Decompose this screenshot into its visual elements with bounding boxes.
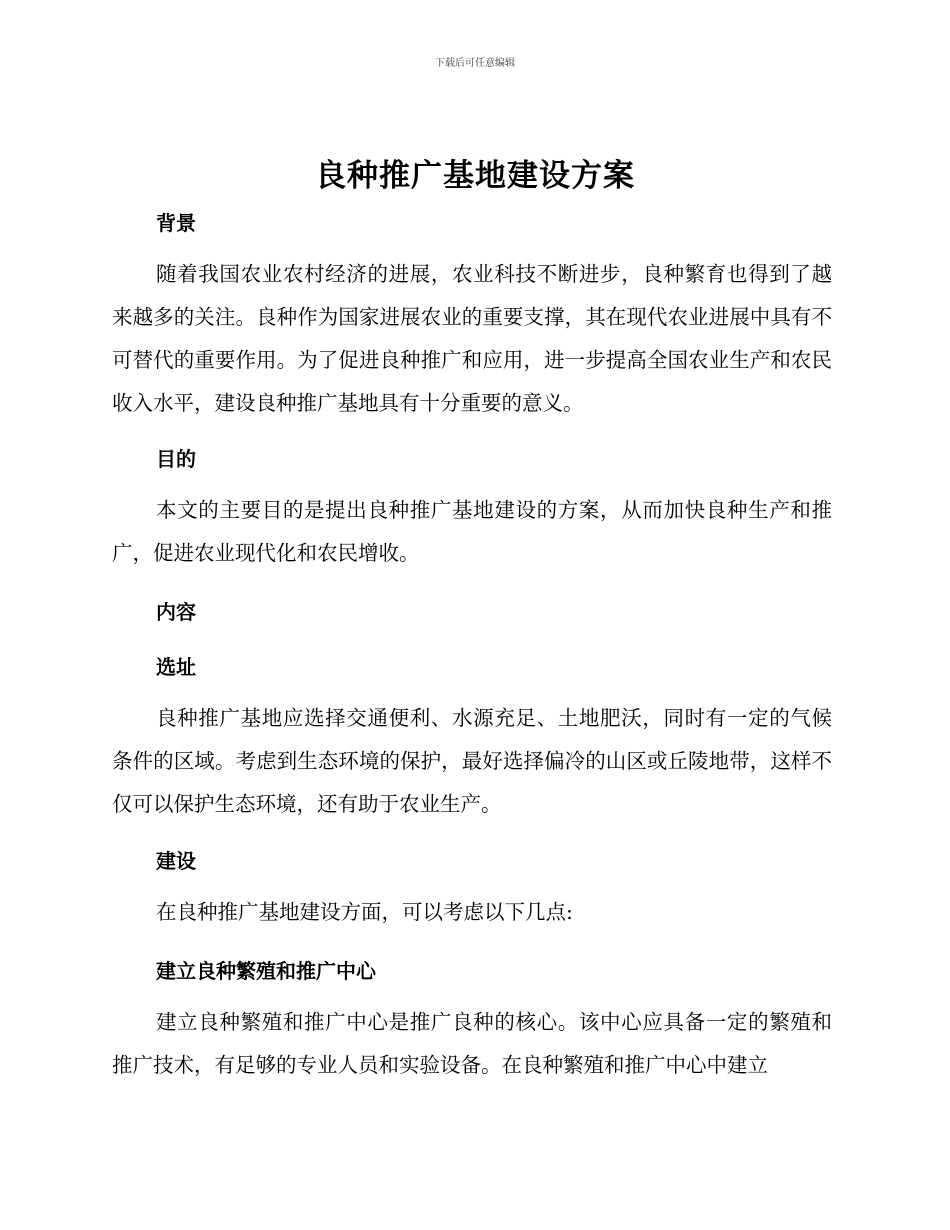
heading-construction: 建设 <box>156 849 196 873</box>
paragraph-breeding-center: 建立良种繁殖和推广中心是推广良种的核心。该中心应具备一定的繁殖和推广技术，有足够的专业人员和实验设备。在良种繁殖和推广中心中建立 <box>112 1010 832 1077</box>
paragraph-construction: 在良种推广基地建设方面，可以考虑以下几点: <box>156 900 573 924</box>
paragraph-background: 随着我国农业农村经济的进展，农业科技不断进步，良种繁育也得到了越来越多的关注。良种作为国家进展农业的重要支撑，其在现代农业进展中具有不可替代的重要作用。为了促进良种推广和应用，进一步提高全国农业生产和农民收入水平，建设良种推广基地具有十分重要的意义。 <box>112 262 832 415</box>
heading-purpose: 目的 <box>156 447 196 471</box>
heading-breeding-center: 建立良种繁殖和推广中心 <box>156 959 376 983</box>
heading-site-selection: 选址 <box>156 655 196 679</box>
heading-background: 背景 <box>156 211 196 235</box>
paragraph-purpose: 本文的主要目的是提出良种推广基地建设的方案，从而加快良种生产和推广，促进农业现代化和农民增收。 <box>112 498 832 565</box>
paragraph-site-selection: 良种推广基地应选择交通便利、水源充足、土地肥沃，同时有一定的气候条件的区域。考虑到生态环境的保护，最好选择偏冷的山区或丘陵地带，这样不仅可以保护生态环境，还有助于农业生产。 <box>112 706 832 816</box>
document-title: 良种推广基地建设方案 <box>315 158 635 194</box>
heading-content: 内容 <box>156 600 196 624</box>
page-header-note: 下载后可任意编辑 <box>435 58 515 69</box>
